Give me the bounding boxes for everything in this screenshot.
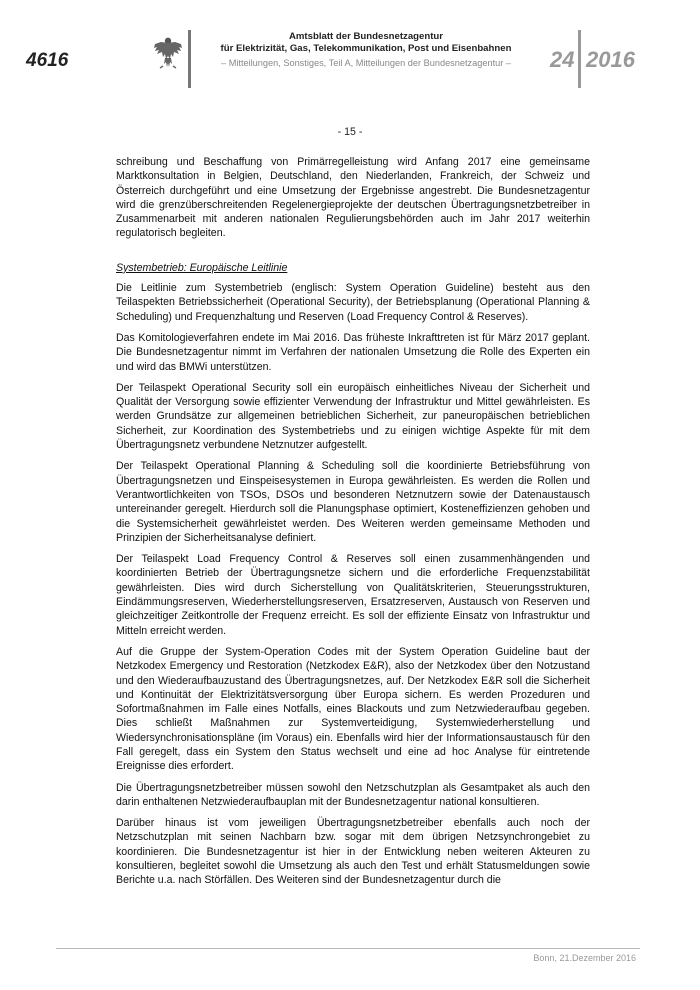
issue-divider [578,30,581,88]
paragraph: Auf die Gruppe der System-Operation Codes mit der System Operation Guideline baut der Netzkodex Emergency und Restoration (Netzkodex E&R), also der Netzkodex über den Notzustand und den Wiederaufbauzustand des Übertragungsnetzes, auf. Der Netzkodex E&R soll die Sicherheit und Kontinuität der Elektrizitätsversorgung über Europa sichern. Es werden Prozeduren und Sofortmaßnahmen im Falle eines Notfalls, eines Blackouts und zum Netzwiederaufbau gegeben. Dies schließt Maßnahmen zur Systemverteidigung, Systemwiederherstellung und Wiedersynchronisationspläne (im Voraus) ein. Ebenfalls wird hier der Informationsaustausch für den Fall geregelt, dass ein System den Status wechselt und eine ad hoc Analyse für eintretende Ereignisse dies erfordert. [116,645,590,773]
footer-place-date: Bonn, 21.Dezember 2016 [533,953,636,963]
paragraph: Das Komitologieverfahren endete im Mai 2016. Das früheste Inkrafttreten ist für März 2017 geplant. Die Bundesnetzagentur nimmt im Verfahren der nationalen Umsetzung die Rolle des Experten ein und wird das BMWi unterstützen. [116,331,590,373]
issue-number: 24 [550,47,575,72]
gazette-subtitle: – Mitteilungen, Sonstiges, Teil A, Mitteilungen der Bundesnetzagentur – [221,58,511,68]
paragraph: Der Teilaspekt Operational Planning & Scheduling soll die koordinierte Betriebsführung von Übertragungsnetzen und Einspeisesystemen in Europa gewährleisten. Es werden die Rollen und Verantwortlichkeiten von TSOs, DSOs und besonderen Netznutzern sowie der Datenaustausch untereinander geregelt. Hierdurch soll die Planungsphase optimiert, Kosteneffizienzen gehoben und die Systemsicherheit gewährleistet werden. Des Weiteren werden gemeinsame Methoden und Prinzipien der Sicherheitsanalyse definiert. [116,460,590,544]
inner-page-number: - 15 - [337,126,363,138]
article-body [116,155,590,895]
header-divider [188,30,191,88]
paragraph: Der Teilaspekt Operational Security soll ein europäisch einheitliches Niveau der Sicherheit und Qualität der Versorgung sowie effizienter Verwendung der Infrastruktur und Mittel gewährleisten. Es werden Grundsätze zur allgemeinen betrieblichen Sicherheit, zur paneuropäischen betrieblichen Sicherheit, zur Koordination des Systembetriebs und zu einigen wichtige Aspekte für mit dem Übertragungsnetz verbundene Netznutzer aufgestellt. [116,381,590,452]
section-heading: Systembetrieb: Europäische Leitlinie [116,261,288,274]
gazette-title [196,31,536,54]
intro-paragraph: schreibung und Beschaffung von Primärregelleistung wird Anfang 2017 eine gemeinsame Marktkonsultation in Belgien, Deutschland, den Niederlanden, Frankreich, der Schweiz und Österreich durchgeführt und eine Umsetzung der Ergebnisse angestrebt. Die Bundesnetzagentur wird die grenzüberschreitenden Regelenergieprojekte der deutschen Übertragungsnetzbetreiber in Zusammenarbeit mit anderen nationalen Regulierungsbehörden auch im Jahr 2017 weiterhin regulatorisch begleiten. [116,156,590,240]
gazette-title-line-2: für Elektrizität, Gas, Telekommunikation, Post und Eisenbahnen [220,42,512,54]
footer-divider [56,948,640,949]
paragraph: Darüber hinaus ist vom jeweiligen Übertragungsnetzbetreiber ebenfalls auch noch der Netzschutzplan mit seinen Nachbarn bzw. sogar mit dem übrigen Netzsynchrongebiet zu koordinieren. Die Bundesnetzagentur ist hier in der Entwicklung neben weiteren Akteuren zu konsultieren, begleitet sowohl die Umsetzung als auch den Test und erhält Statusmeldungen sowie Berichte u.a. nach Störfällen. Des Weiteren sind der Bundesnetzagentur durch die [116,817,590,887]
gazette-title-line-1: Amtsblatt der Bundesnetzagentur [288,31,444,42]
page-number: 4616 [26,50,69,71]
paragraph: Der Teilaspekt Load Frequency Control & Reserves soll einen zusammenhängenden und koordinierten Betrieb der Übertragungsnetze sichern und die erforderliche Frequenzstabilität gewährleisten. Dies wird durch Sicherstellung von Qualitätskriterien, Steuerungsstrukturen, Eindämmungsreserven, Wiederherstellungsreserven, Ersatzreserven, Austausch von Reserven und gleichzeitiger Zeitkontrolle der Frequenz erreicht. Es soll der effiziente Einsatz von Infrastruktur und Mitteln erreicht werden. [116,553,590,637]
paragraph: Die Leitlinie zum Systembetrieb (englisch: System Operation Guideline) besteht aus den Teilaspekten Betriebssicherheit (Operational Security), der Betriebsplanung (Operational Planning & Scheduling) und Frequenzhaltung und Reserven (Load Frequency Control & Reserves). [116,282,590,323]
paragraph: Die Übertragungsnetzbetreiber müssen sowohl den Netzschutzplan als Gesamtpaket als auch den darin enthaltenen Netzwiederaufbauplan mit der Bundesnetzagentur national konsultieren. [116,781,590,808]
federal-eagle-icon [152,35,184,69]
issue-year: 2016 [586,47,635,72]
